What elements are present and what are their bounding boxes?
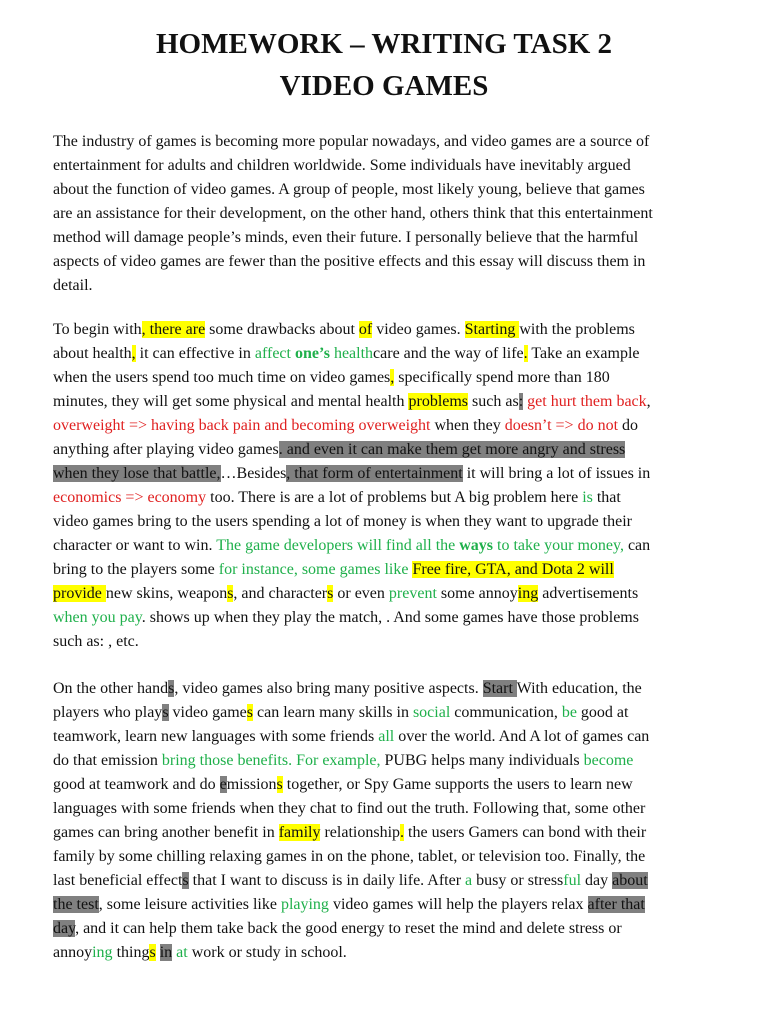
marked-text: after that: [587, 896, 645, 913]
text-run: that: [592, 489, 621, 506]
marked-text: ,: [286, 465, 291, 482]
text-run: games can bring another benefit in: [53, 824, 279, 841]
text-run: about the function of video games. A group of people, most likely young, believe that games: [53, 181, 645, 198]
text-run: entertainment for adults and children worldwide. Some individuals have inevitably argued: [53, 157, 631, 174]
text-run: thing: [112, 944, 150, 961]
text-run: video games will help the players relax: [328, 896, 588, 913]
marked-text: angry and stress: [522, 441, 626, 458]
marked-text: s: [162, 704, 169, 721]
text-run: On the other hand: [53, 680, 169, 697]
text-run: languages with some friends when they chat to find out the truth. Following that, some other: [53, 800, 646, 817]
marked-text: s: [168, 680, 175, 697]
text-run: that I want to discuss is in daily life. After: [188, 872, 466, 889]
text-line: [53, 534, 723, 558]
paragraph-introduction: [53, 130, 723, 298]
text-line: [53, 821, 723, 845]
text-line: [53, 725, 723, 749]
marked-text: to take your money,: [493, 537, 624, 554]
text-run: are an assistance for their development, on the other hand, others think that this entertainment: [53, 205, 653, 222]
marked-text: s: [246, 704, 253, 721]
marked-text: prevent: [388, 585, 437, 602]
text-line: [53, 630, 723, 654]
text-line: [53, 414, 723, 438]
text-run: when they: [430, 417, 505, 434]
text-run: teamwork, learn new languages with some friends: [53, 728, 379, 745]
text-line: [53, 438, 723, 462]
text-line: [53, 250, 723, 274]
marked-text: all: [378, 728, 395, 745]
marked-text: become: [583, 752, 634, 769]
marked-text: at: [176, 944, 188, 961]
text-run: last beneficial effect: [53, 872, 183, 889]
text-run: relationship: [320, 824, 401, 841]
text-run: ,: [646, 393, 651, 410]
text-run: Take an example: [527, 345, 640, 362]
marked-text: s: [276, 776, 283, 793]
text-line: [53, 366, 723, 390]
text-run: some drawbacks about: [205, 321, 359, 338]
marked-text: s: [227, 585, 234, 602]
text-run: , and character: [233, 585, 328, 602]
text-run: work or study in school.: [187, 944, 347, 961]
marked-text: health: [329, 345, 374, 362]
marked-text: .: [523, 345, 528, 362]
text-line: [53, 869, 723, 893]
text-run: together, or Spy Game supports the users to learn new: [282, 776, 633, 793]
marked-text: affect: [254, 345, 295, 362]
text-line: [53, 154, 723, 178]
marked-text: s: [327, 585, 334, 602]
text-run: To begin with: [53, 321, 142, 338]
text-run: or even: [333, 585, 389, 602]
text-run: video games.: [372, 321, 465, 338]
text-line: [53, 773, 723, 797]
text-run: do that emission: [53, 752, 162, 769]
text-run: specifically spend more than 180: [394, 369, 610, 386]
marked-text: s: [149, 944, 156, 961]
text-line: [53, 342, 723, 366]
marked-text: is: [582, 489, 593, 506]
marked-text: :: [518, 393, 524, 410]
marked-text: be: [561, 704, 577, 721]
text-run: it will bring a lot of issues in: [462, 465, 651, 482]
text-run: annoy: [53, 944, 93, 961]
text-run: do: [618, 417, 639, 434]
marked-text: ing: [517, 585, 539, 602]
marked-text: .: [400, 824, 405, 841]
text-run: , some leisure activities like: [98, 896, 281, 913]
text-run: character or want to win.: [53, 537, 217, 554]
marked-text: in: [159, 944, 173, 961]
marked-text: Starting: [464, 321, 520, 338]
text-line: [53, 749, 723, 773]
text-run: communication,: [450, 704, 562, 721]
marked-text: Start: [482, 680, 517, 697]
text-line: [53, 178, 723, 202]
text-run: method will damage people’s minds, even their future. I personally believe that the harmful: [53, 229, 639, 246]
marked-text: e: [219, 776, 227, 793]
marked-text: the test: [53, 896, 99, 913]
text-run: mission: [226, 776, 277, 793]
text-line: [53, 893, 723, 917]
marked-text: ful: [563, 872, 582, 889]
marked-text: get hurt them back: [523, 393, 647, 410]
text-run: , video games also bring many positive aspects.: [174, 680, 483, 697]
text-run: video game: [168, 704, 247, 721]
text-run: …Besides: [220, 465, 287, 482]
marked-text: ,: [131, 345, 136, 362]
marked-text: ,: [390, 369, 395, 386]
marked-text: , there are: [141, 321, 206, 338]
text-run: such as: , etc.: [53, 633, 139, 650]
text-run: , and it can help them take back the good energy to reset the mind and delete stress or: [75, 920, 622, 937]
marked-text: s: [182, 872, 189, 889]
text-run: can learn many skills in: [252, 704, 413, 721]
text-line: [53, 677, 723, 701]
text-run: good at teamwork and do: [53, 776, 220, 793]
text-line: [53, 390, 723, 414]
marked-text: one’s: [294, 345, 330, 362]
text-run: with the problems: [519, 321, 635, 338]
text-run: advertisements: [538, 585, 639, 602]
text-run: PUBG helps many individuals: [380, 752, 584, 769]
paragraph-drawbacks: [53, 318, 723, 654]
text-line: [53, 202, 723, 226]
marked-text: day: [53, 920, 76, 937]
text-line: [53, 701, 723, 725]
text-run: anything after playing video games: [53, 441, 279, 458]
text-line: [53, 606, 723, 630]
text-run: about health: [53, 345, 132, 362]
marked-text: of: [358, 321, 373, 338]
text-line: [53, 130, 723, 154]
text-run: too. There is are a lot of problems but A big problem here: [206, 489, 583, 506]
text-run: video games bring to the users spending a lot of money is when they want to upgrade their: [53, 513, 632, 530]
text-line: [53, 510, 723, 534]
marked-text: ing: [92, 944, 113, 961]
marked-text: . and even it can make them get more: [278, 441, 523, 458]
marked-text: The game developers will find all the: [216, 537, 460, 554]
marked-text: playing: [280, 896, 329, 913]
text-run: some annoy: [436, 585, 518, 602]
text-line: [53, 558, 723, 582]
marked-text: that form of entertainment: [290, 465, 463, 482]
text-line: [53, 941, 723, 965]
text-run: over the world. And A lot of games can: [394, 728, 650, 745]
text-run: care and the way of life: [373, 345, 524, 362]
marked-text: bring those benefits. For example,: [161, 752, 381, 769]
text-run: bring to the players some: [53, 561, 219, 578]
marked-text: doesn’t => do not: [504, 417, 619, 434]
paragraph-benefits: [53, 677, 723, 965]
marked-text: when they lose that battle,: [53, 465, 221, 482]
document-subtitle: VIDEO GAMES: [279, 70, 489, 102]
text-line: [53, 274, 723, 298]
marked-text: provide: [53, 585, 106, 602]
text-line: [53, 318, 723, 342]
marked-text: about: [612, 872, 648, 889]
marked-text: social: [412, 704, 451, 721]
marked-text: Free fire, GTA, and Dota 2 will: [412, 561, 614, 578]
text-run: the users Gamers can bond with their: [404, 824, 647, 841]
marked-text: family: [278, 824, 321, 841]
marked-text: when you pay: [53, 609, 142, 626]
text-run: day: [581, 872, 613, 889]
text-line: [53, 226, 723, 250]
text-run: when the users spend too much time on video games: [53, 369, 391, 386]
text-line: [53, 917, 723, 941]
marked-text: a: [465, 872, 473, 889]
text-run: can: [623, 537, 651, 554]
text-run: good at: [576, 704, 629, 721]
text-run: minutes, they will get some physical and mental health: [53, 393, 409, 410]
text-run: The industry of games is becoming more popular nowadays, and video games are a source of: [53, 133, 650, 150]
text-line: [53, 797, 723, 821]
text-run: busy or stress: [472, 872, 564, 889]
marked-text: for instance, some games like: [218, 561, 413, 578]
marked-text: economics => economy: [53, 489, 207, 506]
text-run: detail.: [53, 277, 93, 294]
text-run: such as: [468, 393, 519, 410]
text-run: new skins, weapon: [105, 585, 228, 602]
text-line: [53, 582, 723, 606]
text-run: aspects of video games are fewer than the positive effects and this essay will discuss them in: [53, 253, 646, 270]
document-title: HOMEWORK – WRITING TASK 2: [155, 28, 612, 60]
text-run: With education, the: [516, 680, 642, 697]
marked-text: ways: [459, 537, 494, 554]
text-run: . shows up when they play the match, . And some games have those problems: [141, 609, 639, 626]
text-run: family by some chilling relaxing games in on the phone, tablet, or television too. Finally, the: [53, 848, 646, 865]
text-run: players who play: [53, 704, 163, 721]
marked-text: problems: [408, 393, 469, 410]
text-line: [53, 462, 723, 486]
text-run: it can effective in: [135, 345, 255, 362]
text-line: [53, 486, 723, 510]
text-line: [53, 845, 723, 869]
marked-text: overweight => having back pain and becoming overweight: [53, 417, 431, 434]
